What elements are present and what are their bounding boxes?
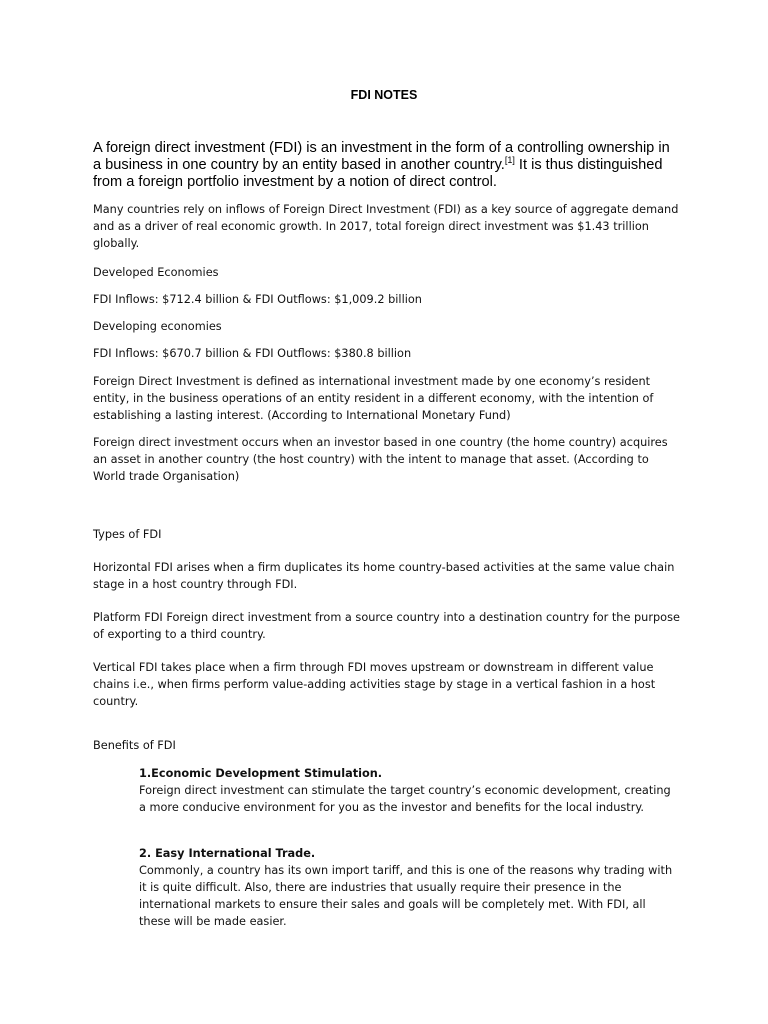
platform-fdi-paragraph xyxy=(93,609,683,643)
vertical-fdi-text: takes place when a firm through FDI moves upstream or downstream in different value chains i.e., when firms perform value-adding activities stage by stage in a vertical fashion in a host country. xyxy=(93,661,656,708)
intro-paragraph xyxy=(93,140,673,191)
benefits-heading: Benefits of FDI xyxy=(93,739,176,752)
intro-text: A foreign direct investment (FDI) is an investment in the form of a controlling ownership in a business in one country by an entity based in another country. xyxy=(93,140,670,173)
developing-heading: Developing economies xyxy=(93,320,222,333)
platform-fdi-term: Platform FDI xyxy=(93,611,163,624)
horizontal-fdi-paragraph xyxy=(93,559,683,593)
intro-text-continued: It is thus distinguished from a foreign portfolio investment by a notion of direct control. xyxy=(93,157,663,190)
benefit-item xyxy=(139,845,679,930)
benefit-title: 1.Economic Development Stimulation. xyxy=(139,767,383,780)
wto-definition-paragraph: Foreign direct investment occurs when an investor based in one country (the home country) acquires an asset in another country (the host country) with the intent to manage that asset. (According to World trade Organisation) xyxy=(93,436,668,483)
benefit-text: Commonly, a country has its own import tariff, and this is one of the reasons why trading with it is quite difficult. Also, there are industries that usually require their presence in the international markets to ensure their sales and goals will be completely met. With FDI, all these will be made easier. xyxy=(139,864,673,928)
horizontal-fdi-text: arises when a firm duplicates its home country-based activities at the same value chain stage in a host country through FDI. xyxy=(93,561,675,591)
benefit-title: 2. Easy International Trade. xyxy=(139,847,316,860)
developed-heading: Developed Economies xyxy=(93,266,219,279)
footnote-reference[interactable]: [1] xyxy=(504,155,515,165)
types-heading: Types of FDI xyxy=(93,528,162,541)
platform-fdi-text: Foreign direct investment from a source country into a destination country for the purpose of exporting to a third country. xyxy=(93,611,680,641)
vertical-fdi-paragraph xyxy=(93,659,683,710)
page-title: FDI NOTES xyxy=(350,88,418,102)
horizontal-fdi-term: Horizontal FDI xyxy=(93,561,173,574)
benefit-item xyxy=(139,765,679,816)
imf-definition-paragraph: Foreign Direct Investment is defined as international investment made by one economy’s resident entity, in the business operations of an entity resident in a different economy, with the intention of establishing a lasting interest. (According to International Monetary Fund) xyxy=(93,375,654,422)
developed-figures: FDI Inflows: $712.4 billion & FDI Outflows: $1,009.2 billion xyxy=(93,293,422,306)
reliance-paragraph: Many countries rely on inflows of Foreign Direct Investment (FDI) as a key source of aggregate demand and as a driver of real economic growth. In 2017, total foreign direct investment was $1.43 trillion globally. xyxy=(93,203,679,250)
vertical-fdi-term: Vertical FDI xyxy=(93,661,158,674)
developing-figures: FDI Inflows: $670.7 billion & FDI Outflows: $380.8 billion xyxy=(93,347,412,360)
benefit-text: Foreign direct investment can stimulate the target country’s economic development, creating a more conducive environment for you as the investor and benefits for the local industry. xyxy=(139,784,671,814)
